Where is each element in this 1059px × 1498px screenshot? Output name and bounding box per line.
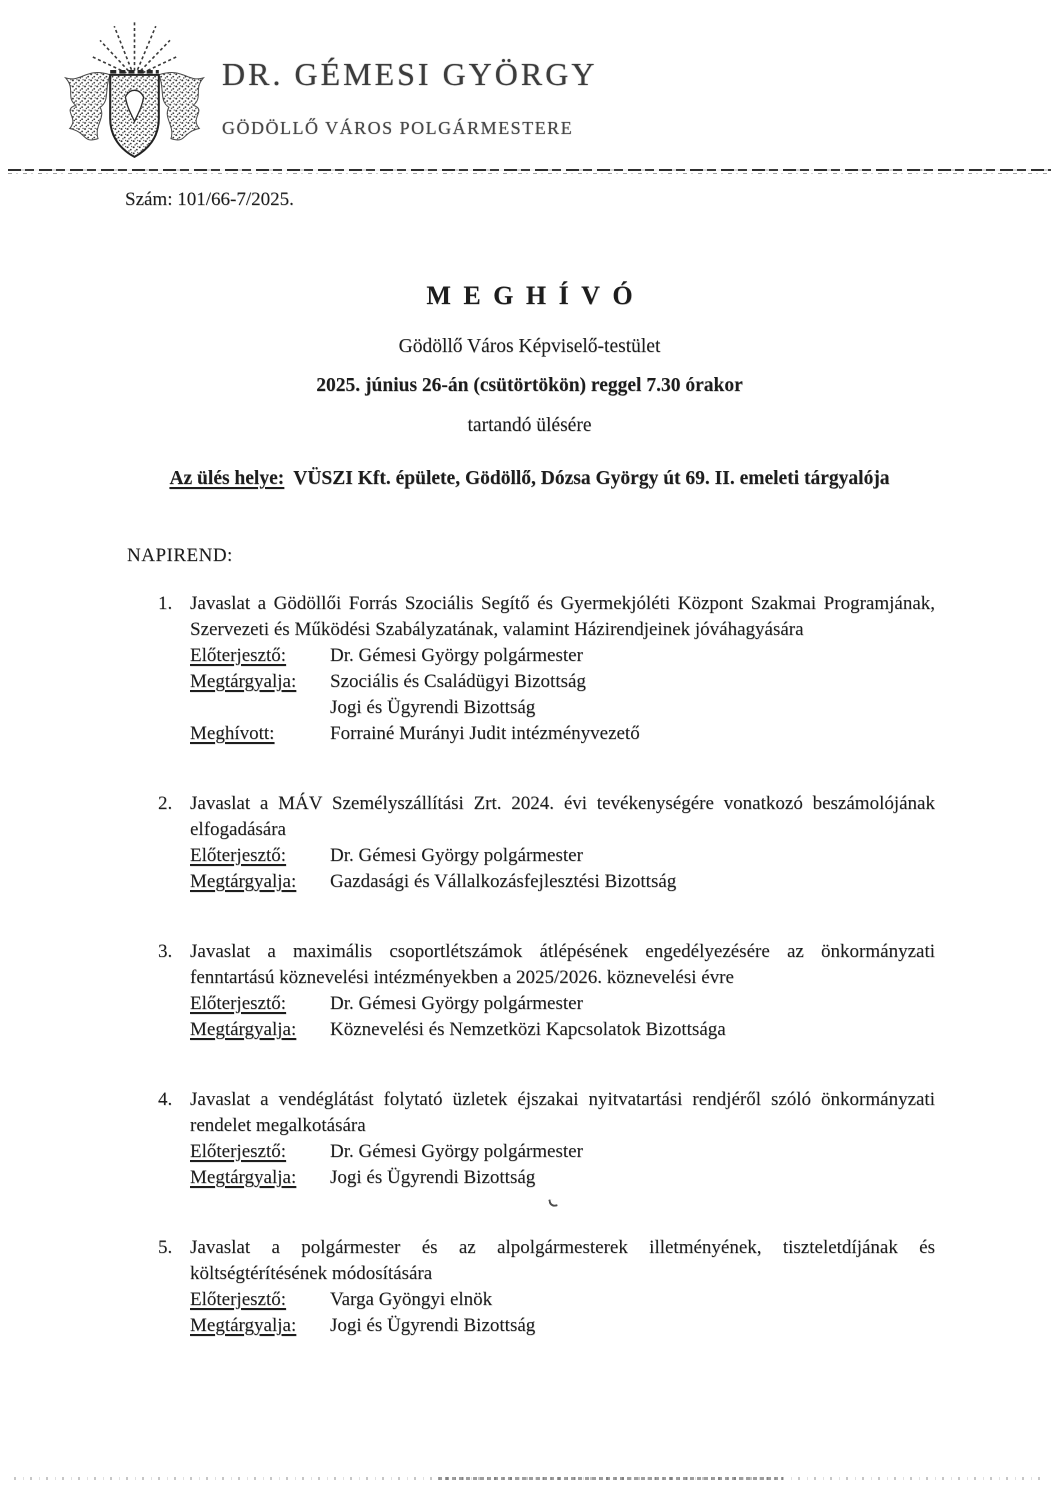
agenda-row-label: Előterjesztő: bbox=[190, 1141, 287, 1162]
agenda-item-5 bbox=[158, 1235, 935, 1339]
agenda-row-value: Szociális és Családügyi Bizottság bbox=[330, 671, 586, 692]
agenda-row-label: Előterjesztő: bbox=[190, 645, 287, 666]
agenda-row-value: Jogi és Ügyrendi Bizottság bbox=[330, 1315, 536, 1336]
agenda-item-4 bbox=[158, 1087, 935, 1191]
agenda-item-row bbox=[190, 721, 935, 747]
agenda-row-value: Dr. Gémesi György polgármester bbox=[330, 845, 583, 866]
agenda-heading: NAPIREND: bbox=[127, 545, 233, 566]
document-title: MEGHÍVÓ bbox=[426, 281, 646, 310]
agenda-row-label: Megtárgyalja: bbox=[190, 871, 297, 892]
agenda-item-row bbox=[190, 843, 935, 869]
agenda-item-number: 2. bbox=[158, 793, 173, 814]
agenda-row-label: Előterjesztő: bbox=[190, 845, 287, 866]
meeting-location-label: Az ülés helye: bbox=[169, 468, 285, 489]
meeting-datetime: 2025. június 26-án (csütörtökön) reggel 7.30 órakor bbox=[316, 375, 743, 396]
agenda-row-value: Dr. Gémesi György polgármester bbox=[330, 993, 583, 1014]
letterhead-role: GÖDÖLLŐ VÁROS POLGÁRMESTERE bbox=[222, 118, 574, 138]
agenda-item-row bbox=[190, 1139, 935, 1165]
agenda-row-value: Jogi és Ügyrendi Bizottság bbox=[330, 1167, 536, 1188]
agenda-item-row bbox=[190, 1287, 935, 1313]
agenda-list bbox=[158, 591, 935, 1383]
council-name: Gödöllő Város Képviselő-testület bbox=[398, 336, 661, 357]
agenda-item-row bbox=[190, 869, 935, 895]
agenda-item-title: Javaslat a maximális csoportlétszámok átlépésének engedélyezésére az önkormányzati fenntartású köznevelési intézményekben a 2025/2026. köznevelési évre bbox=[190, 941, 935, 988]
agenda-item-row bbox=[190, 669, 935, 695]
agenda-item-title: Javaslat a Gödöllői Forrás Szociális Segítő és Gyermekjóléti Központ Szakmai Programjának, Szervezeti és Működési Szabályzatának, valamint Házirendjeinek jóváhagyására bbox=[190, 593, 935, 640]
agenda-item-number: 3. bbox=[158, 941, 173, 962]
agenda-item-row bbox=[190, 643, 935, 669]
agenda-row-value: Varga Gyöngyi elnök bbox=[330, 1289, 493, 1310]
agenda-item-row bbox=[190, 695, 935, 721]
meeting-session-text: tartandó ülésére bbox=[467, 415, 592, 436]
agenda-row-label: Előterjesztő: bbox=[190, 993, 287, 1014]
agenda-row-value: Jogi és Ügyrendi Bizottság bbox=[330, 697, 536, 718]
agenda-item-1 bbox=[158, 591, 935, 747]
scan-artifact-bottom-line-dense bbox=[438, 1477, 783, 1480]
agenda-item-number: 4. bbox=[158, 1089, 173, 1110]
agenda-row-label: Előterjesztő: bbox=[190, 1289, 287, 1310]
agenda-item-row bbox=[190, 1313, 935, 1339]
agenda-item-row bbox=[190, 1165, 935, 1191]
agenda-item-title: Javaslat a vendéglátást folytató üzletek éjszakai nyitvatartási rendjéről szóló önkormányzati rendelet megalkotására bbox=[190, 1089, 935, 1136]
agenda-row-label: Megtárgyalja: bbox=[190, 1167, 297, 1188]
agenda-item-row bbox=[190, 1017, 935, 1043]
letterhead-divider bbox=[8, 169, 1051, 174]
agenda-item-2 bbox=[158, 791, 935, 895]
agenda-row-value: Dr. Gémesi György polgármester bbox=[330, 645, 583, 666]
agenda-row-label bbox=[190, 695, 330, 721]
letterhead-name: DR. GÉMESI GYÖRGY bbox=[222, 56, 598, 92]
agenda-row-label: Megtárgyalja: bbox=[190, 1315, 297, 1336]
meeting-location-value: VÜSZI Kft. épülete, Gödöllő, Dózsa György út 69. II. emeleti tárgyalója bbox=[293, 468, 890, 489]
coat-of-arms-icon bbox=[52, 12, 217, 164]
agenda-row-label: Megtárgyalja: bbox=[190, 671, 297, 692]
agenda-item-3 bbox=[158, 939, 935, 1043]
agenda-item-number: 1. bbox=[158, 593, 173, 614]
agenda-item-title: Javaslat a polgármester és az alpolgármesterek illetményének, tiszteletdíjának és költségtérítésének módosítására bbox=[190, 1237, 935, 1284]
agenda-item-title: Javaslat a MÁV Személyszállítási Zrt. 2024. évi tevékenységére vonatkozó beszámolójának elfogadására bbox=[190, 793, 935, 840]
agenda-row-value: Dr. Gémesi György polgármester bbox=[330, 1141, 583, 1162]
agenda-row-value: Gazdasági és Vállalkozásfejlesztési Bizottság bbox=[330, 871, 677, 892]
agenda-row-label: Meghívott: bbox=[190, 723, 275, 744]
agenda-row-value: Köznevelési és Nemzetközi Kapcsolatok Bizottsága bbox=[330, 1019, 726, 1040]
agenda-row-value: Forrainé Murányi Judit intézményvezető bbox=[330, 723, 640, 744]
agenda-row-label: Megtárgyalja: bbox=[190, 1019, 297, 1040]
agenda-item-row bbox=[190, 991, 935, 1017]
reference-number: Szám: 101/66-7/2025. bbox=[125, 189, 294, 210]
agenda-item-number: 5. bbox=[158, 1237, 173, 1258]
meeting-location bbox=[0, 468, 1059, 490]
